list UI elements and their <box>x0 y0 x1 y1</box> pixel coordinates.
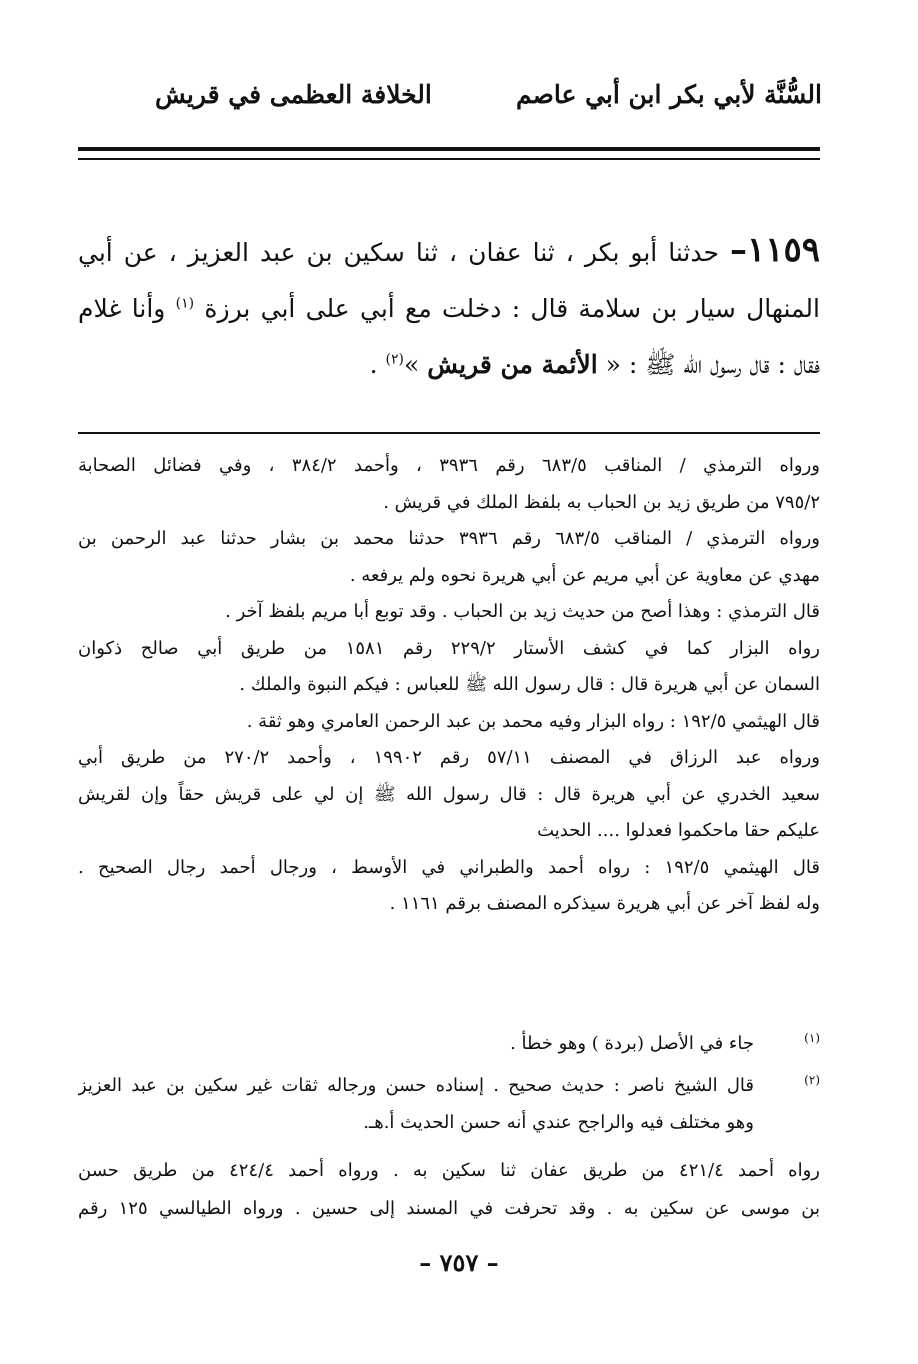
footnote-separator <box>78 432 820 434</box>
continued-note <box>78 1152 820 1228</box>
note-line: السمان عن أبي هريرة قال : قال رسول الله ﷺ للعباس : فيكم النبوة والملك . <box>239 674 820 695</box>
hadith-line-3b-text: » <box>404 350 420 379</box>
note-line: ورواه عبد الرزاق في المصنف ٥٧/١١ رقم ١٩٩٠٢ ، وأحمد ٢٧٠/٢ من طريق أبي <box>78 747 820 768</box>
page-number: – ٧٥٧ – <box>419 1248 499 1277</box>
note-line: ورواه الترمذي / المناقب ٦٨٣/٥ رقم ٣٩٣٦ حدثنا محمد بن بشار حدثنا عبد الرحمن بن <box>78 528 820 549</box>
footnote-1 <box>78 1026 820 1063</box>
footnote-1-marker: (١) <box>804 1031 820 1045</box>
header-rule-thick <box>78 147 820 151</box>
hadith-number: ١١٥٩ <box>746 230 820 270</box>
footnote-2-line: قال الشيخ ناصر : حديث صحيح . إسناده حسن ورجاله ثقات غير سكين بن عبد العزيز <box>78 1075 754 1096</box>
footnote-2-marker: (٢) <box>804 1073 820 1087</box>
hadith-line-1-text: حدثنا أبو بكر ، ثنا عفان ، ثنا سكين بن عبد العزيز ، عن أبي <box>78 238 719 267</box>
continued-note-line: بن موسى عن سكين به . وقد تحرفت في المسند إلى حسين . ورواه الطيالسي ١٢٥ رقم <box>78 1198 820 1219</box>
running-header-chapter-title: الخلافة العظمى في قريش <box>155 80 432 109</box>
hadith-line-1 <box>78 222 820 281</box>
hadith-quote: الأئمة من قريش <box>427 350 598 379</box>
note-line: قال الهيثمي ١٩٢/٥ : رواه أحمد والطبراني في الأوسط ، ورجال أحمد رجال الصحيح . <box>78 856 820 878</box>
note-line: ورواه الترمذي / المناقب ٦٨٣/٥ رقم ٣٩٣٦ ، وأحمد ٣٨٤/٢ ، وفي فضائل الصحابة <box>78 455 820 476</box>
note-line: عليكم حقا ماحكموا فعدلوا .... الحديث <box>537 820 820 841</box>
footnote-1-line: جاء في الأصل (بردة ) وهو خطأ . <box>510 1033 754 1054</box>
note-line: قال الترمذي : وهذا أصح من حديث زيد بن الحباب . وقد توبع أبا مريم بلفظ آخر . <box>225 601 820 622</box>
hadith-line-2b-text: وأنا غلام <box>78 294 166 323</box>
note-line: رواه البزار كما في كشف الأستار ٢٢٩/٢ رقم ١٥٨١ من طريق أبي صالح ذكوان <box>78 637 820 659</box>
footnote-ref-2: (٢) <box>385 351 404 368</box>
continued-note-line: رواه أحمد ٤٢١/٤ من طريق عفان ثنا سكين به . ورواه أحمد ٤٢٤/٤ من طريق حسن <box>78 1160 820 1181</box>
header-rule-thin <box>78 158 820 160</box>
running-header-book-title: السُّنَّة لأبي بكر ابن أبي عاصم <box>515 80 822 109</box>
note-line: ٧٩٥/٢ من طريق زيد بن الحباب به بلفظ الملك في قريش . <box>383 491 820 513</box>
hadith-line-3a-text: فقال : قال رسول الله ﷺ : « <box>605 350 820 379</box>
takhrij-notes <box>78 448 820 923</box>
footnote-2 <box>78 1068 820 1141</box>
hadith-line-2a-text: المنهال سيار بن سلامة قال : دخلت مع أبي على أبي برزة <box>204 294 820 323</box>
hadith-number-dash: – <box>729 230 747 270</box>
hadith-line-2 <box>78 281 820 337</box>
hadith-line-3 <box>78 337 820 393</box>
note-line: مهدي عن معاوية عن أبي مريم عن أبي هريرة نحوه ولم يرفعه . <box>349 564 820 586</box>
footnote-2-line: وهو مختلف فيه والراجح عندي أنه حسن الحديث أ.هـ. <box>363 1111 754 1133</box>
note-line: وله لفظ آخر عن أبي هريرة سيذكره المصنف برقم ١١٦١ . <box>389 893 820 914</box>
note-line: قال الهيثمي ١٩٢/٥ : رواه البزار وفيه محمد بن عبد الرحمن العامري وهو ثقة . <box>246 710 820 732</box>
footnote-ref-1: (١) <box>175 295 195 312</box>
note-line: سعيد الخدري عن أبي هريرة قال : قال رسول الله ﷺ إن لي على قريش حقاً وإن لقريش <box>78 783 820 805</box>
hadith-text <box>78 222 820 393</box>
hadith-line-3c-text: . <box>369 350 378 379</box>
